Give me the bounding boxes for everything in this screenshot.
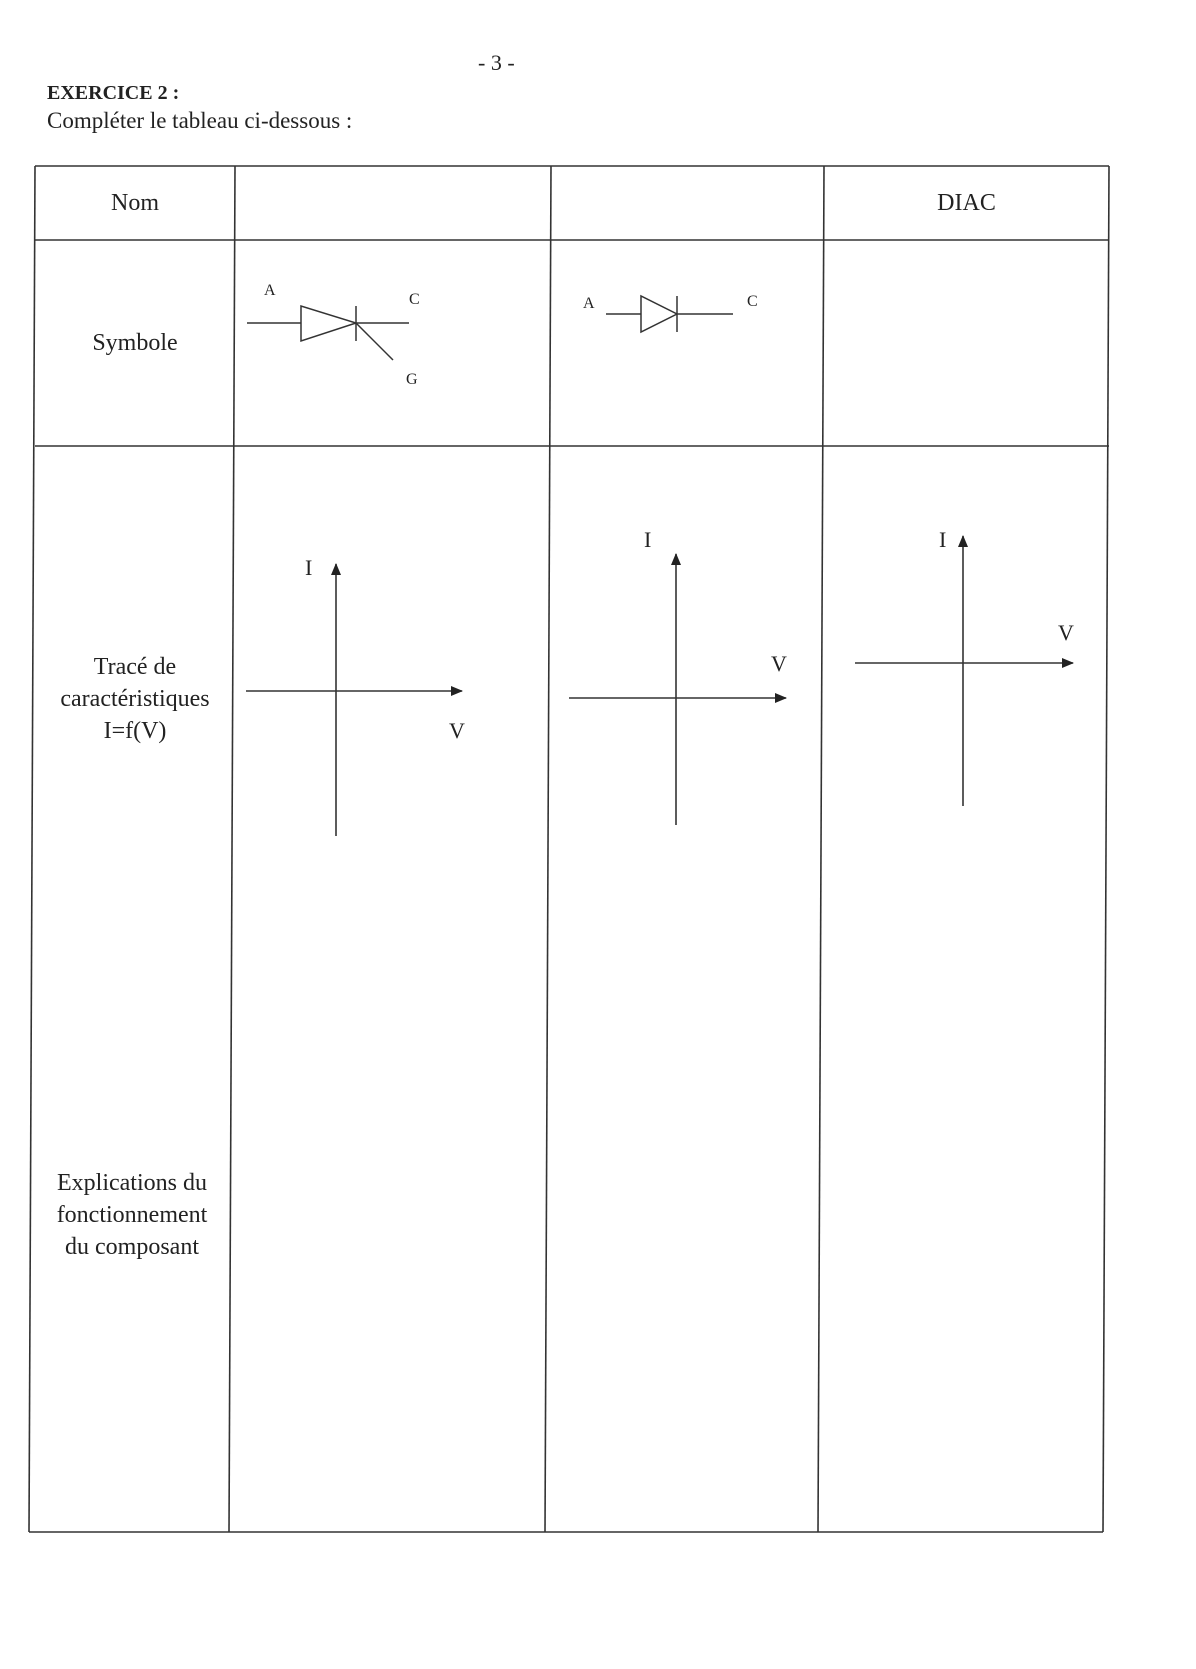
- thyristor-gate-label: G: [406, 371, 418, 388]
- row-label-explications: [32, 1167, 232, 1263]
- exercise-title: EXERCICE 2 :: [47, 82, 180, 104]
- thyristor-cathode-label: C: [409, 291, 420, 308]
- row-label-trace-line1: Tracé de: [93, 654, 177, 680]
- diode-anode-label: A: [583, 295, 595, 312]
- row-label-trace: [35, 651, 235, 747]
- row-label-explications-line1: Explications du: [57, 1170, 207, 1196]
- axis-label-voltage-3: V: [1058, 620, 1074, 645]
- axis-label-current-3: I: [939, 527, 947, 552]
- name-cell-diac: DIAC: [937, 190, 996, 216]
- row-label-explications-line3: du composant: [65, 1234, 199, 1260]
- axes-col2: [569, 554, 786, 825]
- axes-col3: [855, 536, 1073, 806]
- thyristor-anode-label: A: [264, 282, 276, 299]
- axis-label-voltage-2: V: [771, 651, 787, 676]
- row-label-explications-line2: fonctionnement: [56, 1202, 208, 1228]
- diode-symbol: [606, 296, 733, 332]
- row-label-trace-line3: I=f(V): [103, 718, 167, 744]
- table-borders: [29, 166, 1109, 1532]
- page-number: - 3 -: [478, 50, 515, 75]
- row-label-nom: Nom: [111, 190, 159, 216]
- axis-label-current-1: I: [305, 555, 313, 580]
- row-label-symbole: Symbole: [92, 330, 178, 356]
- axis-label-voltage-1: V: [449, 718, 465, 743]
- thyristor-symbol: [247, 306, 409, 360]
- axis-label-current-2: I: [644, 527, 652, 552]
- instruction-text: Compléter le tableau ci-dessous :: [47, 108, 353, 133]
- row-label-trace-line2: caractéristiques: [60, 686, 210, 712]
- axes-col1: [246, 564, 462, 836]
- diode-cathode-label: C: [747, 293, 758, 310]
